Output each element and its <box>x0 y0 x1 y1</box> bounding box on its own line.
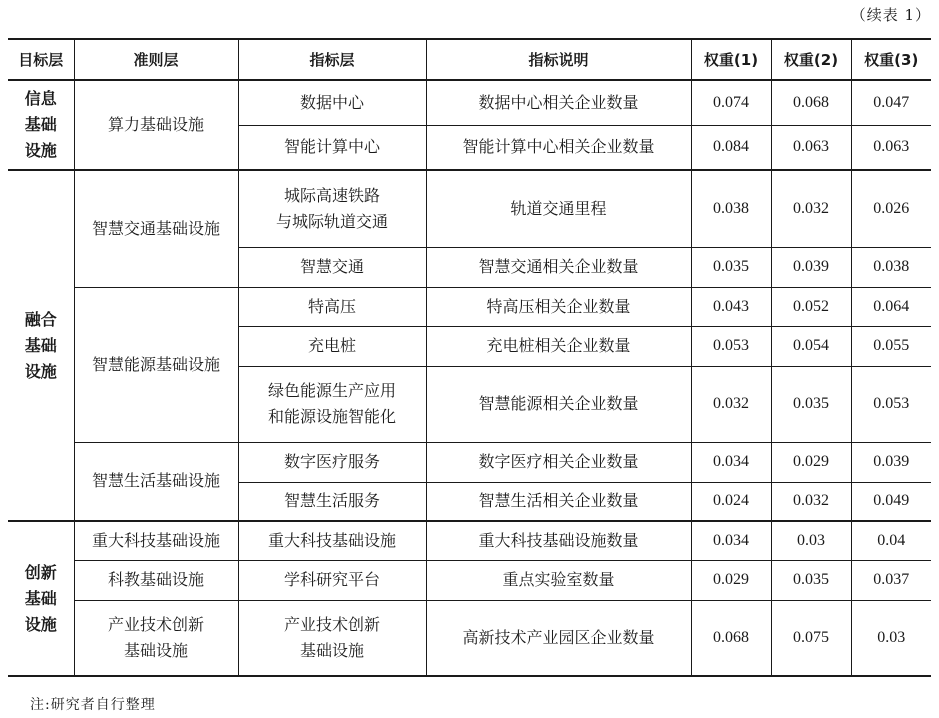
header-weight-2: 权重(2) <box>771 39 851 80</box>
weights-table <box>8 38 931 677</box>
weight-1-cell: 0.024 <box>691 482 771 521</box>
description-cell: 轨道交通里程 <box>426 170 691 247</box>
weight-3-cell: 0.055 <box>851 326 931 366</box>
goal-info-infrastructure: 信息 基础 设施 <box>8 80 74 170</box>
weight-3-cell: 0.053 <box>851 366 931 442</box>
table-row <box>8 287 931 326</box>
criteria-major-sci-tech-infrastructure: 重大科技基础设施 <box>74 521 238 560</box>
indicator-cell: 城际高速铁路 与城际轨道交通 <box>238 170 426 247</box>
indicator-cell: 充电桩 <box>238 326 426 366</box>
weight-2-cell: 0.054 <box>771 326 851 366</box>
weight-1-cell: 0.032 <box>691 366 771 442</box>
description-cell: 智慧能源相关企业数量 <box>426 366 691 442</box>
description-cell: 智慧交通相关企业数量 <box>426 247 691 287</box>
weight-2-cell: 0.063 <box>771 125 851 170</box>
weight-2-cell: 0.03 <box>771 521 851 560</box>
header-row <box>8 39 931 80</box>
weight-1-cell: 0.029 <box>691 560 771 600</box>
header-indicator-description: 指标说明 <box>426 39 691 80</box>
header-criteria-layer: 准则层 <box>74 39 238 80</box>
criteria-smart-energy-infrastructure: 智慧能源基础设施 <box>74 287 238 442</box>
criteria-smart-transport-infrastructure: 智慧交通基础设施 <box>74 170 238 287</box>
description-cell: 重点实验室数量 <box>426 560 691 600</box>
description-cell: 数字医疗相关企业数量 <box>426 442 691 482</box>
weight-2-cell: 0.029 <box>771 442 851 482</box>
header-goal-layer: 目标层 <box>8 39 74 80</box>
weight-2-cell: 0.035 <box>771 366 851 442</box>
weight-2-cell: 0.068 <box>771 80 851 125</box>
weight-2-cell: 0.039 <box>771 247 851 287</box>
table-row <box>8 521 931 560</box>
header-weight-1: 权重(1) <box>691 39 771 80</box>
description-cell: 充电桩相关企业数量 <box>426 326 691 366</box>
header-weight-3: 权重(3) <box>851 39 931 80</box>
table-row <box>8 560 931 600</box>
indicator-cell: 重大科技基础设施 <box>238 521 426 560</box>
weight-1-cell: 0.034 <box>691 442 771 482</box>
indicator-cell: 智能计算中心 <box>238 125 426 170</box>
weight-2-cell: 0.035 <box>771 560 851 600</box>
indicator-cell: 智慧交通 <box>238 247 426 287</box>
indicator-cell: 产业技术创新 基础设施 <box>238 600 426 676</box>
description-cell: 智能计算中心相关企业数量 <box>426 125 691 170</box>
weight-3-cell: 0.04 <box>851 521 931 560</box>
continuation-label: （续表 1） <box>850 6 931 24</box>
criteria-smart-living-infrastructure: 智慧生活基础设施 <box>74 442 238 521</box>
weight-3-cell: 0.064 <box>851 287 931 326</box>
weight-3-cell: 0.037 <box>851 560 931 600</box>
weight-3-cell: 0.063 <box>851 125 931 170</box>
description-cell: 数据中心相关企业数量 <box>426 80 691 125</box>
table-note: 注:研究者自行整理 <box>30 697 156 713</box>
weight-2-cell: 0.032 <box>771 482 851 521</box>
indicator-cell: 特高压 <box>238 287 426 326</box>
weight-1-cell: 0.074 <box>691 80 771 125</box>
indicator-cell: 学科研究平台 <box>238 560 426 600</box>
indicator-cell: 智慧生活服务 <box>238 482 426 521</box>
indicator-cell: 数据中心 <box>238 80 426 125</box>
weight-1-cell: 0.038 <box>691 170 771 247</box>
weight-1-cell: 0.053 <box>691 326 771 366</box>
indicator-cell: 数字医疗服务 <box>238 442 426 482</box>
weight-3-cell: 0.049 <box>851 482 931 521</box>
description-cell: 重大科技基础设施数量 <box>426 521 691 560</box>
weight-1-cell: 0.035 <box>691 247 771 287</box>
criteria-computing-infrastructure: 算力基础设施 <box>74 80 238 170</box>
weight-1-cell: 0.034 <box>691 521 771 560</box>
table-row <box>8 600 931 676</box>
description-cell: 特高压相关企业数量 <box>426 287 691 326</box>
weight-3-cell: 0.03 <box>851 600 931 676</box>
goal-fusion-infrastructure: 融合 基础 设施 <box>8 170 74 521</box>
weight-3-cell: 0.038 <box>851 247 931 287</box>
weight-3-cell: 0.047 <box>851 80 931 125</box>
weight-2-cell: 0.075 <box>771 600 851 676</box>
table-row <box>8 80 931 125</box>
weight-1-cell: 0.043 <box>691 287 771 326</box>
table-row <box>8 170 931 247</box>
goal-innovation-infrastructure: 创新 基础 设施 <box>8 521 74 676</box>
header-indicator-layer: 指标层 <box>238 39 426 80</box>
weight-3-cell: 0.026 <box>851 170 931 247</box>
description-cell: 智慧生活相关企业数量 <box>426 482 691 521</box>
criteria-sci-edu-infrastructure: 科教基础设施 <box>74 560 238 600</box>
weight-2-cell: 0.032 <box>771 170 851 247</box>
criteria-industrial-innovation-infrastructure: 产业技术创新 基础设施 <box>74 600 238 676</box>
table-row <box>8 442 931 482</box>
indicator-cell: 绿色能源生产应用 和能源设施智能化 <box>238 366 426 442</box>
weight-3-cell: 0.039 <box>851 442 931 482</box>
weight-2-cell: 0.052 <box>771 287 851 326</box>
weight-1-cell: 0.068 <box>691 600 771 676</box>
description-cell: 高新技术产业园区企业数量 <box>426 600 691 676</box>
weight-1-cell: 0.084 <box>691 125 771 170</box>
